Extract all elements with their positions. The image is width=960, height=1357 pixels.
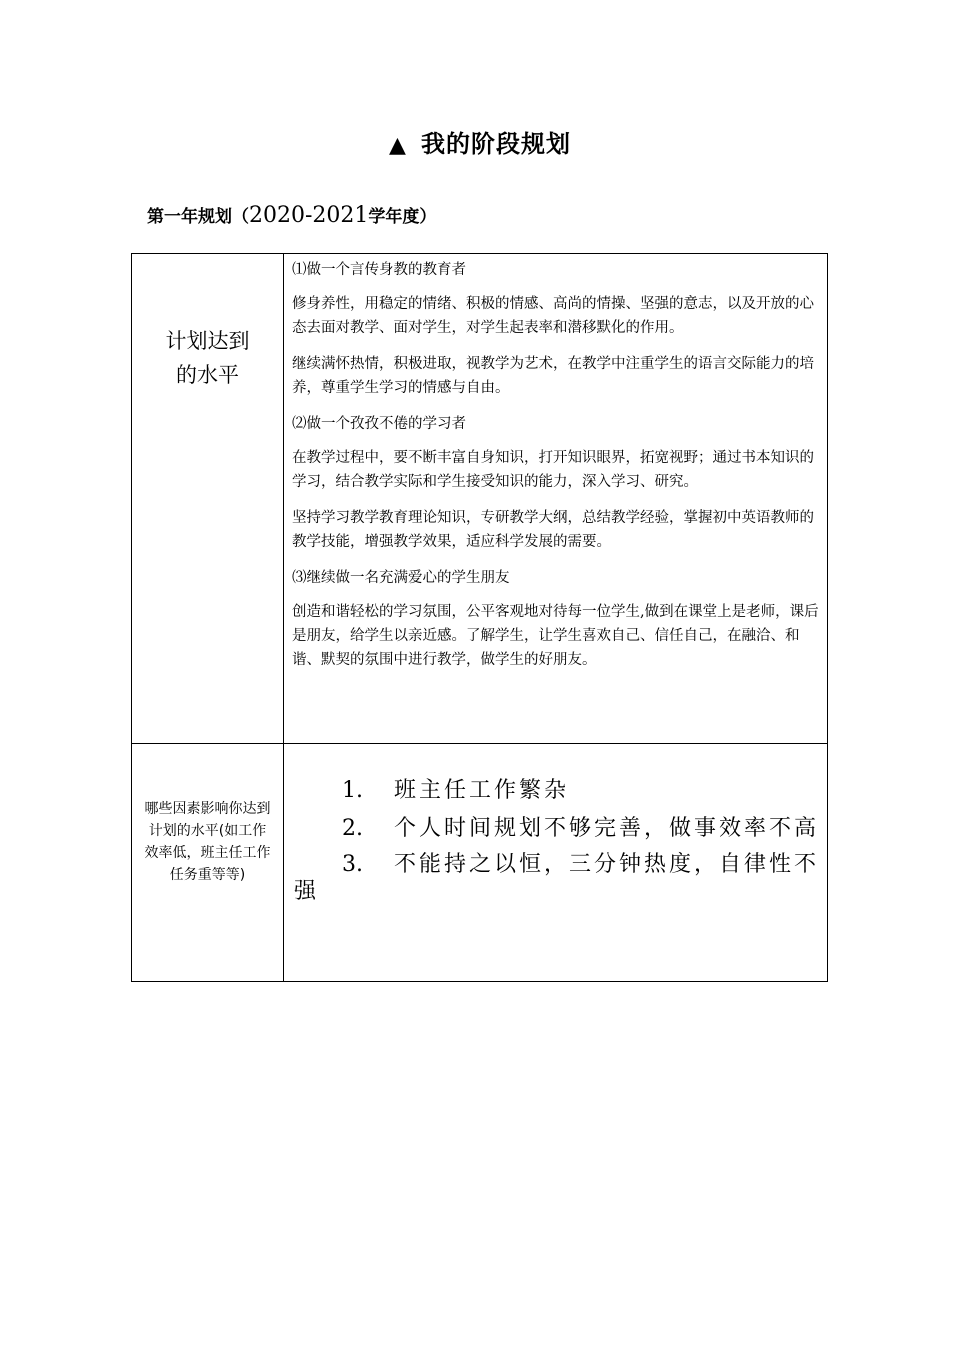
factor-item-wrap-text: 强 xyxy=(294,879,317,904)
factor-item xyxy=(342,776,569,806)
factor-label-cell xyxy=(132,744,284,982)
goal-paragraph: 在教学过程中，要不断丰富自身知识，打开知识眼界，拓宽视野；通过书本知识的学习，结合教学实际和学生接受知识的能力，深入学习、研究。 xyxy=(292,450,814,490)
factor-label: 哪些因素影响你达到计划的水平(如工作效率低，班主任工作任务重等等) xyxy=(144,801,271,883)
goal-label-cell xyxy=(132,254,284,744)
goal-content xyxy=(284,254,827,678)
goal-heading-2: ⑵做一个孜孜不倦的学习者 xyxy=(292,416,466,432)
factor-content-cell xyxy=(284,744,828,982)
goal-label xyxy=(132,254,283,392)
factor-item-text: 个人时间规划不够完善，做事效率不高 xyxy=(394,816,820,841)
factor-item-text: 班主任工作繁杂 xyxy=(394,778,570,803)
section-heading-year: 2020-2021 xyxy=(249,203,369,228)
goal-heading-3: ⑶继续做一名充满爱心的学生朋友 xyxy=(292,570,510,586)
goal-paragraph: 修身养性，用稳定的情绪、积极的情感、高尚的情操、坚强的意志，以及开放的心态去面对教学、面对学生，对学生起表率和潜移默化的作用。 xyxy=(292,296,814,336)
goal-label-line2: 的水平 xyxy=(176,363,239,387)
triangle-marker-icon: ▲ xyxy=(389,133,407,158)
factor-item-number: 1. xyxy=(342,778,363,803)
section-heading-prefix: 第一年规划（ xyxy=(147,207,249,227)
factor-item-text: 不能持之以恒，三分钟热度，自律性不 xyxy=(394,852,820,877)
goal-content-cell xyxy=(284,254,828,744)
section-heading xyxy=(147,202,436,228)
goal-paragraph: 坚持学习教学教育理论知识，专研教学大纲，总结教学经验，掌握初中英语教师的教学技能，增强教学效果，适应科学发展的需要。 xyxy=(292,510,814,550)
factor-item-number: 3. xyxy=(342,852,363,877)
factor-item-number: 2. xyxy=(342,816,363,841)
goal-label-line1: 计划达到 xyxy=(165,329,250,353)
page-title-text: 我的阶段规划 xyxy=(420,130,571,158)
factor-item xyxy=(342,850,819,880)
section-heading-suffix: 学年度） xyxy=(368,207,437,227)
goal-heading-1: ⑴做一个言传身教的教育者 xyxy=(292,262,466,278)
factor-row xyxy=(132,744,828,982)
page-title xyxy=(0,124,960,159)
goal-paragraph: 继续满怀热情，积极进取，视教学为艺术，在教学中注重学生的语言交际能力的培养，尊重学生学习的情感与自由。 xyxy=(292,356,814,396)
plan-table xyxy=(131,253,828,982)
goal-row xyxy=(132,254,828,744)
goal-paragraph: 创造和谐轻松的学习氛围，公平客观地对待每一位学生,做到在课堂上是老师，课后是朋友，给学生以亲近感。了解学生，让学生喜欢自己、信任自己，在融洽、和谐、默契的氛围中进行教学，做学生的好朋友。 xyxy=(292,604,819,668)
factor-item xyxy=(342,814,819,844)
